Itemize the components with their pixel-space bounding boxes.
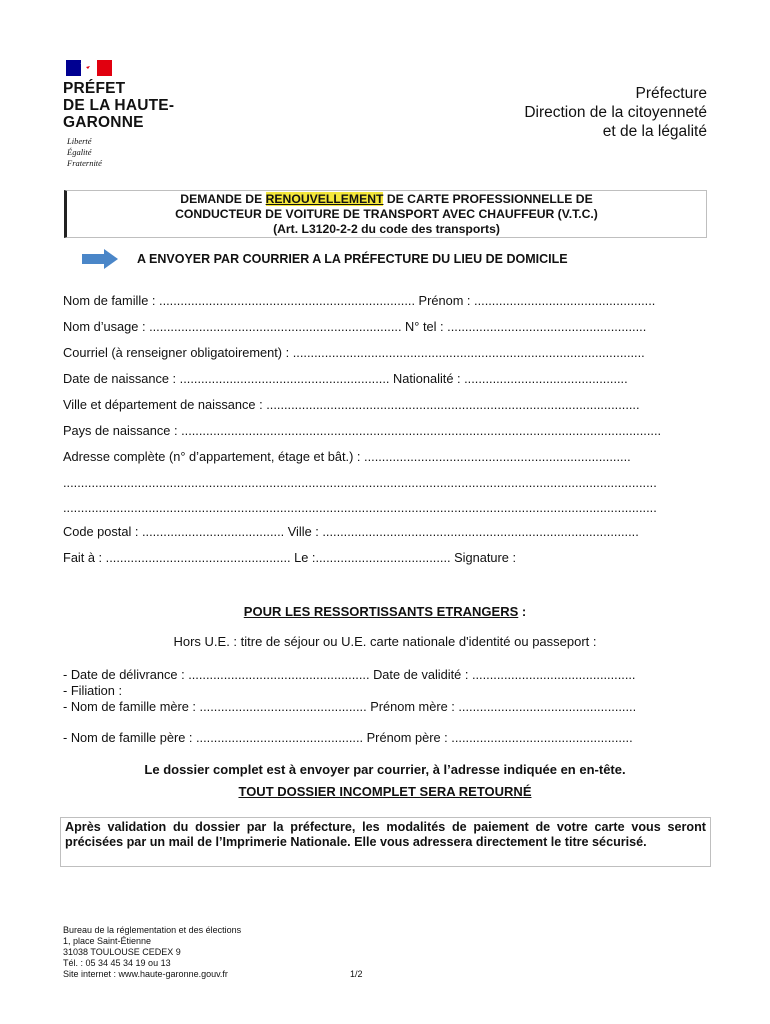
title-line-3: (Art. L3120-2-2 du code des transports)	[273, 222, 500, 236]
footer-line-1: Bureau de la réglementation et des élections	[63, 925, 242, 935]
title-line-2: CONDUCTEUR DE VOITURE DE TRANSPORT AVEC CHAUFFEUR (V.T.C.)	[175, 207, 598, 221]
foreigners-subtitle: Hors U.E. : titre de séjour ou U.E. carte nationale d'identité ou passeport :	[173, 634, 597, 649]
field-naissance-nationalite: Date de naissance : ........................................................... Nationalité : ..............................................	[63, 371, 628, 386]
title-prefix: DEMANDE DE	[180, 192, 266, 206]
field-fait-le-signature: Fait à : .................................................... Le :...................................... Signature :	[63, 550, 517, 565]
field-nom-usage-tel: Nom d’usage : ....................................................................... N° tel : ........................................................	[63, 319, 647, 334]
title-line-1	[67, 192, 706, 207]
foreigners-heading-text: POUR LES RESSORTISSANTS ETRANGERS	[243, 604, 519, 619]
field-filiation: - Filiation :	[63, 683, 123, 698]
field-nom-pere: - Nom de famille père : ............................................... Prénom père : ...................................................	[63, 730, 633, 745]
footer-line-5: Site internet : www.haute-garonne.gouv.fr	[63, 969, 228, 979]
page-number: 1/2	[350, 969, 363, 979]
logo-line-3: GARONNE	[63, 114, 144, 131]
motto-fraternite: Fraternité	[67, 158, 102, 168]
field-nom-prenom: Nom de famille : ........................................................................ Prénom : ...................................................	[63, 293, 656, 308]
republic-motto	[67, 136, 102, 169]
foreigners-heading-colon: :	[518, 604, 527, 619]
field-ville-naissance: Ville et département de naissance : .........................................................................................................	[63, 397, 640, 412]
footer-line-2: 1, place Saint-Étienne	[63, 936, 152, 946]
field-adresse: Adresse complète (n° d’appartement, étage et bât.) : ...........................................................................	[63, 449, 631, 464]
field-adresse-line-2: .......................................................................................................................................................................	[63, 475, 657, 490]
motto-liberte: Liberté	[67, 136, 92, 146]
field-date-delivrance: - Date de délivrance : ................................................... Date de validité : ..............................................	[63, 667, 636, 682]
field-code-postal-ville: Code postal : ........................................ Ville : .........................................................................................	[63, 524, 639, 539]
header-line-2: Direction de la citoyenneté	[524, 104, 707, 121]
foreigners-heading	[0, 604, 770, 619]
payment-notice-box: Après validation du dossier par la préfecture, les modalités de paiement de votre carte vous seront précisées par un mail de l’Imprimerie Nationale. Elle vous adressera directement le titre sécurisé.	[60, 817, 711, 867]
marianne-flag-icon	[66, 60, 112, 76]
incomplete-warning: TOUT DOSSIER INCOMPLET SERA RETOURNÉ	[238, 784, 532, 799]
footer-line-3: 31038 TOULOUSE CEDEX 9	[63, 947, 181, 957]
field-courriel: Courriel (à renseigner obligatoirement) : ...................................................................................................	[63, 345, 645, 360]
field-adresse-line-3: .......................................................................................................................................................................	[63, 500, 657, 515]
footer-line-4: Tél. : 05 34 45 34 19 ou 13	[63, 958, 171, 968]
prefecture-logo	[63, 80, 174, 131]
prefecture-header	[524, 84, 707, 141]
header-line-3: et de la légalité	[602, 123, 707, 140]
right-arrow-icon	[82, 249, 118, 269]
field-nom-mere: - Nom de famille mère : ............................................... Prénom mère : ..................................................	[63, 699, 637, 714]
footer-address	[63, 925, 241, 980]
header-line-1: Préfecture	[635, 85, 707, 102]
field-pays-naissance: Pays de naissance : .......................................................................................................................................	[63, 423, 662, 438]
title-suffix: DE CARTE PROFESSIONNELLE DE	[383, 192, 593, 206]
send-instruction: A ENVOYER PAR COURRIER A LA PRÉFECTURE DU LIEU DE DOMICILE	[137, 252, 568, 266]
logo-line-1: PRÉFET	[63, 80, 126, 97]
title-highlight-renouvellement: RENOUVELLEMENT	[265, 192, 384, 206]
logo-line-2: DE LA HAUTE-	[63, 97, 175, 114]
document-title-box	[64, 190, 707, 238]
motto-egalite: Égalité	[67, 147, 92, 157]
dossier-instruction: Le dossier complet est à envoyer par courrier, à l’adresse indiquée en en-tête.	[144, 762, 626, 777]
